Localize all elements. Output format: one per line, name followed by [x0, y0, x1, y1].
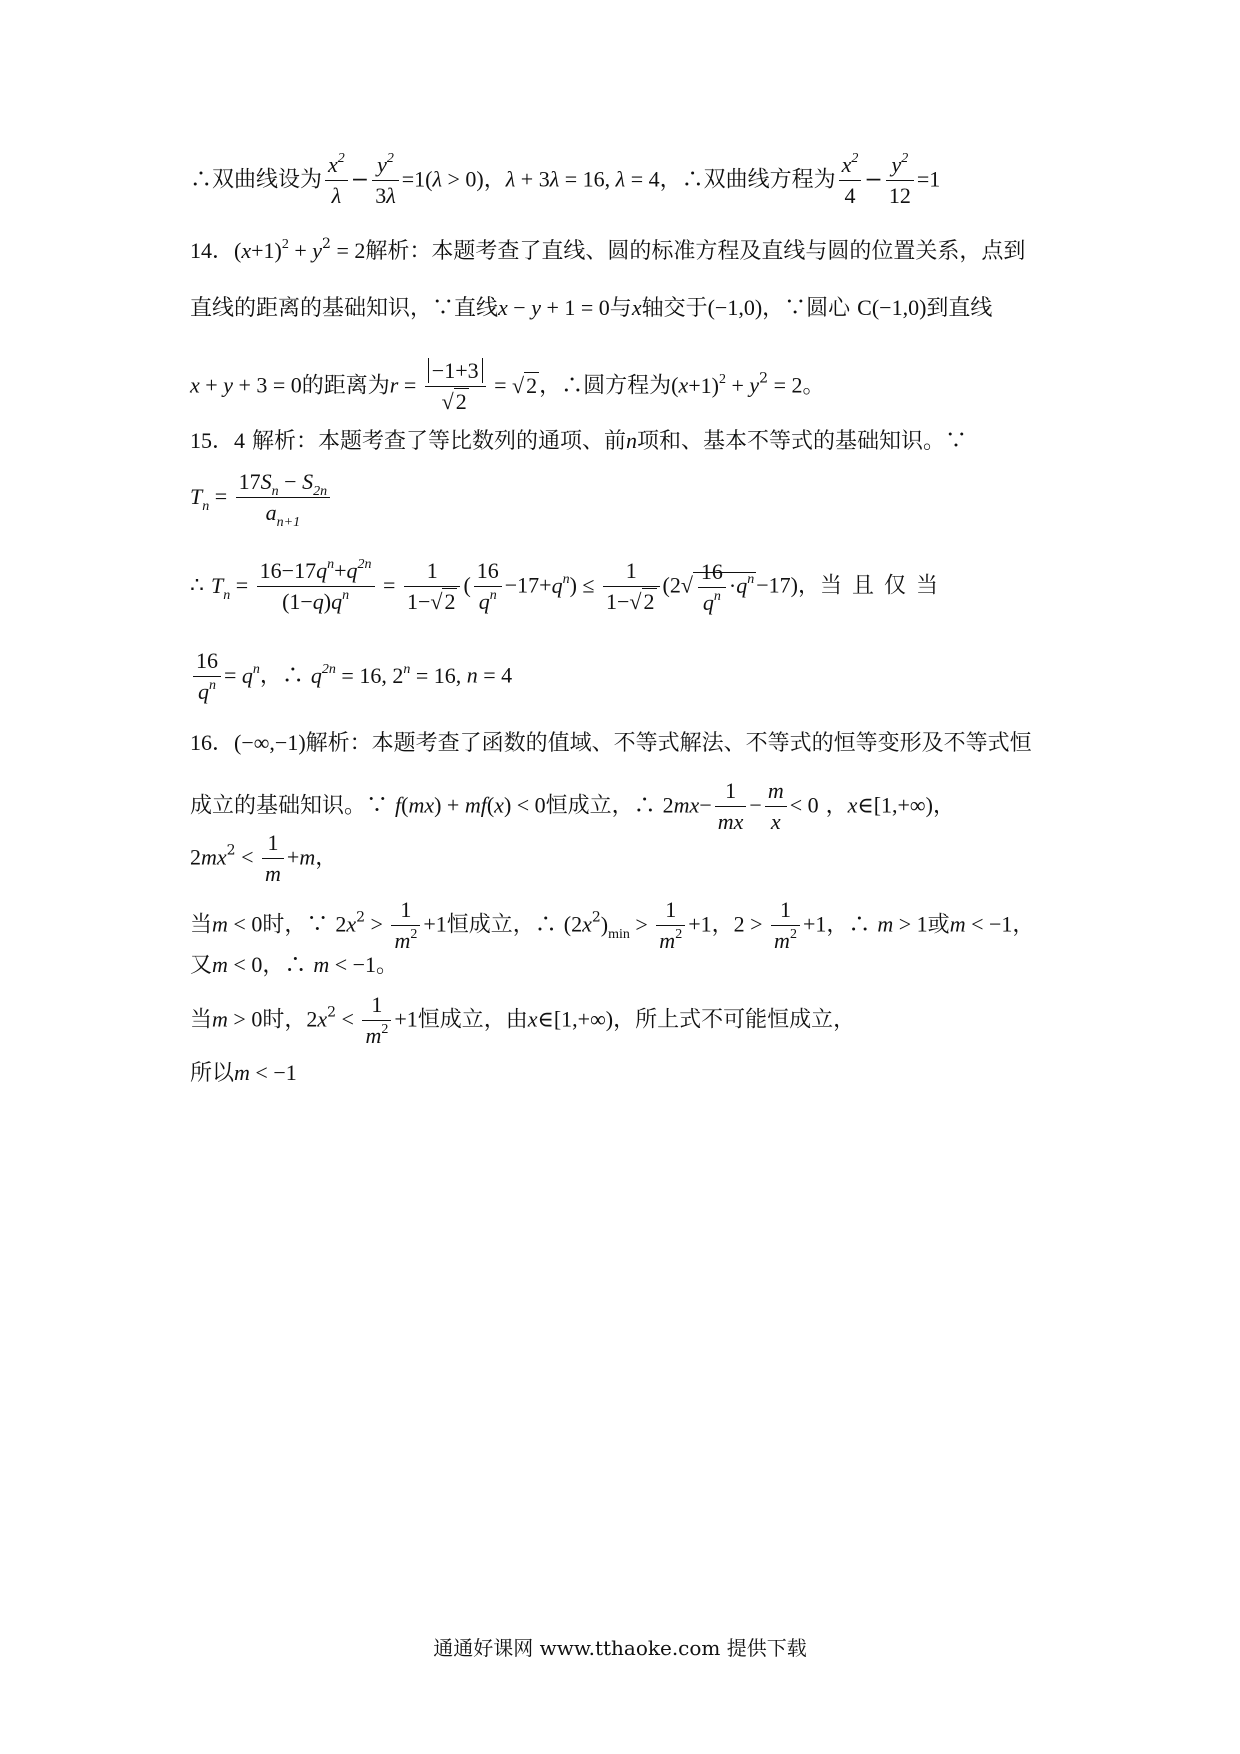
solution-line: $2mx^2$ < $\frac{1}{m}$ +m，	[190, 830, 338, 886]
solution-line: 当m < 0时，∵ $2x^2$ > $\frac{1}{m^2}$ +1恒成立，∴ $(2x^2)_{min}$ > $\frac{1}{m^2}$ +1，2 > $\frac{1}{m^2}$ +1，∴ m > 1或m < −1，	[190, 897, 1035, 953]
solution-line: 所以m < −1	[190, 1060, 297, 1086]
solution-line: 当m > 0时，$2x^2$ < $\frac{1}{m^2}$ +1恒成立，由x∈[1,+∞)，所上式不可能恒成立，	[190, 992, 856, 1048]
solution-line: $\frac{16}{q^n}$ = $q^n$，∴ $q^{2n} = 16$, $2^n = 16$, n = 4	[190, 646, 1060, 707]
solution-line: ∴ $T_n$ = $\frac{16-17q^n+q^{2n}}{(1-q)q^n}$ = $\frac{1}{1-√2}$ ( $\frac{16}{q^n}$ $-17+q^n$) ≤ $\frac{1}{1-√2}$ (2√ $\frac{16}{q^n}$ $\cdot q^n-17$)，当且仅当	[190, 557, 948, 615]
solution-line: x + y + 3 = 0的距离为r = $\frac{-1+3}{√2}$ = √2，∴圆方程为$(x+1)^2 + y^2 = 2$。	[190, 358, 825, 414]
solution-line: ∴双曲线设为 $\frac{x^2}{\lambda}$ − $\frac{y^2}{3\lambda}$ =1(λ > 0)，λ + 3λ = 16, λ = 4，∴双曲线方程为 $\frac{x^2}{4}$ − $\frac{y^2}{12}$ =1	[190, 151, 941, 208]
solution-line: $T_n$ = $\frac{17S_n - S_{2n}}{a_{n+1}}$	[190, 467, 1060, 528]
solution-line: 成立的基础知识。∵ f(mx) + mf(x) < 0恒成立，∴ 2mx− $\frac{1}{mx}$ − $\frac{m}{x}$ < 0 ，x∈[1,+∞)，	[190, 778, 955, 834]
solution-line: 又m < 0，∴ m < −1。	[190, 952, 399, 978]
solution-line: 15．4 解析：本题考查了等比数列的通项、前n项和、基本不等式的基础知识。∵	[190, 428, 968, 454]
solution-line: 直线的距离的基础知识，∵直线x − y + 1 = 0与x轴交于(−1,0)，∵圆心 C(−1,0)到直线	[190, 295, 993, 321]
solution-line: 14．$(x+1)^2 + y^2 = 2$解析：本题考查了直线、圆的标准方程及直线与圆的位置关系，点到	[190, 236, 1026, 264]
page-footer: 通通好课网 www.tthaoke.com 提供下载	[433, 1636, 807, 1660]
solution-line: 16．(−∞,−1)解析：本题考查了函数的值域、不等式解法、不等式的恒等变形及不等式恒	[190, 730, 1032, 756]
